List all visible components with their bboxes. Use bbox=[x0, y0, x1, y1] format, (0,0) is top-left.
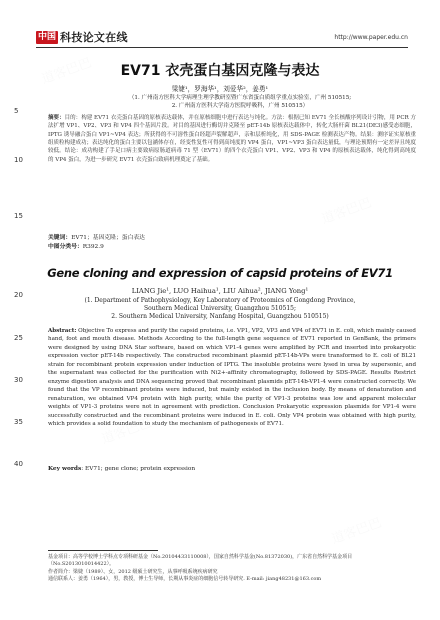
footnote-corresponding: 通信联系人：姜勇（1964），男，教授，博士生导师，长期从事炎症的细胞信号转导研究. E-mail: jiang48231@163.com bbox=[48, 576, 322, 583]
watermark: 道客巴巴 bbox=[329, 515, 384, 548]
watermark: 道客巴巴 bbox=[39, 55, 94, 88]
site-url[interactable]: http://www.paper.edu.cn bbox=[334, 34, 408, 41]
keywords-text: : EV71; gene clone; protein expression bbox=[81, 466, 196, 472]
abstract-label: Abstract: bbox=[48, 328, 77, 334]
authors-english: LIANG Jie¹, LUO Haihua¹, LIU Aihua², JIANG Yong¹ bbox=[131, 287, 309, 295]
keywords-label: Key words bbox=[48, 466, 82, 472]
abstract-label: 摘要： bbox=[48, 115, 65, 121]
title-english: Gene cloning and expression of capsid proteins of EV71 bbox=[47, 266, 393, 280]
abstract-text: Objective To express and purify the capsid proteins, i.e. VP1, VP2, VP3 and VP4 of EV71 in E. coli, which mainly caused hand, foot and mouth disease. Methods According to the full-length gene sequence of EV71 reported in GenBank, the primers were designed by using DNA Star software, based on which VP1-4 genes were amplified by PCR and inserted into prokaryotic expression vector pET-14b respectively. The constructed recombinant plasmid pET-14b-VPs were transformed to E. coli of BL21 strain for recombinant protein expression under induction of IPTG. The insoluble proteins were lysed in urea by supersonic, and the supernatant was collected for the purification with Ni2+-affinity chromatography, followed by SDS-PAGE. Results Restrict enzyme digestion analysis and DNA sequencing proved that recombinant plasmids pET-14b-VP1-4 were constructed correctly. We found that the VP recombinant proteins were induced, but mainly existed in the inclusion body. By means of denaturation and renaturation, we obtained VP4 protein with high purity, while the purity of VP1-3 proteins was low and apparent molecular weights of VP1-3 proteins were not in agreement with prediction. Conclusion Prokaryotic expression plasmids for VP1-4 were successfully constructed and the recombinant proteins were induced in E. coli. Only VP4 protein was obtained with high purity, which provides a solid foundation to study the mechanism of pathogenesis of EV71. bbox=[48, 328, 416, 427]
keywords-english bbox=[48, 466, 195, 472]
affiliation-line: 2. Southern Medical University, Nanfang Hospital, Guangzhou 510515) bbox=[111, 313, 329, 321]
classification-value: R392.9 bbox=[82, 244, 104, 250]
title-chinese: EV71 衣壳蛋白基因克隆与表达 bbox=[120, 63, 320, 79]
abstract-english bbox=[48, 327, 416, 428]
watermark: 道客巴巴 bbox=[99, 415, 154, 448]
line-number: 30 bbox=[14, 376, 23, 384]
affiliation-chinese bbox=[60, 94, 420, 110]
footnote-author: 作者简介：梁婕（1989）、女，2012 级硕士研究生，从事呼吸系统疾病研究 bbox=[48, 568, 218, 575]
classification-label: 中图分类号： bbox=[48, 244, 83, 250]
affiliation-english bbox=[40, 297, 400, 322]
logo-badge: 中国 bbox=[38, 31, 57, 42]
affiliation-line: (1. Department of Pathophysiology, Key Laboratory of Proteomics of Gongdong Province, bbox=[84, 297, 356, 304]
watermark: 道客巴巴 bbox=[319, 195, 374, 228]
affiliation-line: 2. 广州南方医科大学南方医院呼吸科，广州 510515） bbox=[171, 103, 309, 109]
authors-chinese: 梁婕¹，罗海华¹，刘爱华²，姜勇¹ bbox=[171, 85, 269, 93]
affiliation-line: （1. 广州南方医科大学病理生理学教研室暨广东省蛋白质组学重点实验室，广州 510515; bbox=[128, 95, 352, 101]
abstract-chinese bbox=[48, 114, 416, 164]
logo-text: 科技论文在线 bbox=[60, 31, 128, 44]
footnotes bbox=[48, 554, 416, 584]
affiliation-line: Southern Medical University, Guangzhou 510515; bbox=[143, 305, 296, 313]
abstract-text: 目的：构建 EV71 衣壳蛋白基因的原核表达载体，并在原核细胞中进行表达与纯化。方法：根据已知 EV71 全长核酸序列设计引物，用 PCR 方法扩增 VP1、VP2、VP3 和 VP4 四个基因片段。对目的基因进行酶切并克隆至 pET-14b 原核表达载体中，转化大肠杆菌 BL21(DE3)感受态细胞，IPTG 诱导融合蛋白 VP1~VP4 表达；所获得的不可溶性蛋白经超声裂解超声，亲和层析纯化，用 SDS-PAGE 检测表达产物。结果：测序证实原核重组质粒构建成功；表达纯化的蛋白主要以包涵体存在，经变性复性可得到高纯度的 VP4 蛋白，VP1~VP3 蛋白表达量低，与理论预期有一定差异且纯度较低。结论：成功构建了手足口病主要致病原肠道病毒 71 型（EV71）的四个衣壳蛋白 VP1、VP2、VP3 和 VP4 的原核表达载体，纯化得到高纯度的 VP4 蛋白，为进一步研究 EV71 衣壳蛋白致病机理奠定了基础。 bbox=[48, 115, 416, 163]
line-number: 5 bbox=[14, 107, 19, 115]
keywords-text: EV71；基因克隆；蛋白表达 bbox=[71, 235, 145, 241]
site-logo[interactable] bbox=[36, 30, 128, 44]
line-number: 25 bbox=[14, 334, 23, 342]
header-rule bbox=[36, 47, 408, 48]
footnote-rule bbox=[48, 550, 158, 551]
keywords-label: 关键词： bbox=[48, 235, 72, 241]
page-header bbox=[36, 30, 408, 46]
line-number: 15 bbox=[14, 212, 23, 220]
line-number: 40 bbox=[14, 460, 23, 468]
line-number: 10 bbox=[14, 156, 23, 164]
keywords-chinese bbox=[48, 232, 145, 241]
line-number: 20 bbox=[14, 291, 23, 299]
classification-number bbox=[48, 241, 104, 250]
line-number: 35 bbox=[14, 418, 23, 426]
footnote-fund: 基金项目：高等学校博士学科点专项科研基金（No.20104433110008），国家自然科学基金(No.81372030)，广东省自然科学基金项目（No.S2013010014422）。 bbox=[48, 554, 353, 568]
